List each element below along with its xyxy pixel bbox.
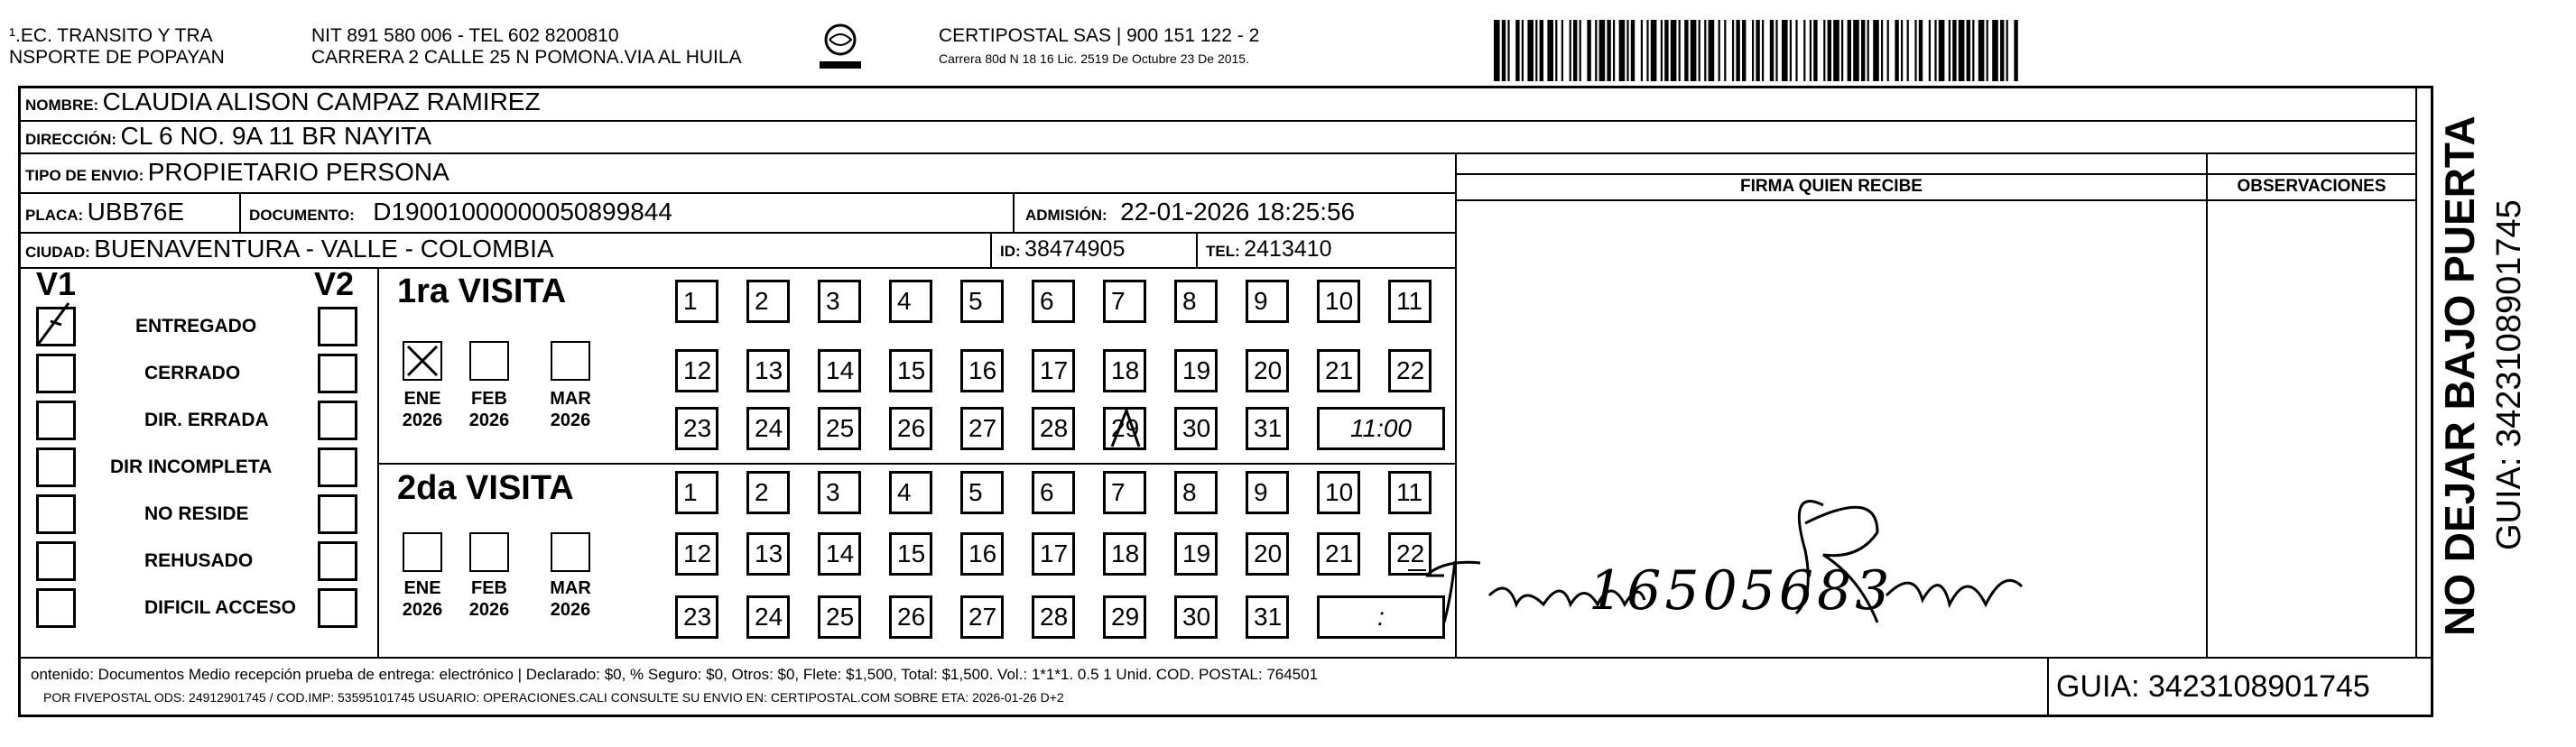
second-month-checkbox[interactable] xyxy=(551,532,590,572)
id-value: 38474905 xyxy=(1024,236,1126,262)
v2-checkbox[interactable] xyxy=(318,401,357,440)
footer-contents-line: ontenido: Documentos Medio recepción prueba de entrega: electrónico | Declarado: $0, % Seguro: $0, Otros: $0, Flete: $1,500, Total: $1,500. Vol.: 1*1*1. 0.5 1 Unid. COD. POSTAL: 764501 xyxy=(31,666,1319,683)
first-day-box[interactable]: 21 xyxy=(1317,349,1360,392)
document-label: DOCUMENTO: xyxy=(249,207,355,224)
second-day-box[interactable]: 15 xyxy=(889,532,932,576)
footer-tracking-line: POR FIVEPOSTAL ODS: 24912901745 / COD.IMP: 53595101745 USUARIO: OPERACIONES.CALI CONSULTE SU ENVIO EN: CERTIPOSTAL.COM SOBRE ETA: 2026-01-26 D+2 xyxy=(43,690,1064,705)
admission-value: 22-01-2026 18:25:56 xyxy=(1120,198,1356,226)
nit-phone: NIT 891 580 006 - TEL 602 8200810 xyxy=(311,25,619,46)
second-visit-title: 2da VISITA xyxy=(397,469,574,507)
id-label: ID: xyxy=(1000,243,1021,260)
first-time-box[interactable]: 11:00 xyxy=(1317,407,1445,450)
first-day-box[interactable]: 16 xyxy=(960,349,1004,392)
second-day-box[interactable]: 5 xyxy=(960,471,1004,514)
city-field xyxy=(25,234,554,269)
tel-label: TEL: xyxy=(1206,243,1240,260)
second-year-label: 2026 xyxy=(402,600,443,620)
name-value: CLAUDIA ALISON CAMPAZ RAMIREZ xyxy=(102,88,541,115)
first-month-checkbox[interactable] xyxy=(551,341,590,381)
second-day-box[interactable]: 12 xyxy=(675,532,718,576)
document-field xyxy=(249,197,672,232)
second-day-box[interactable]: 9 xyxy=(1246,471,1289,514)
v1-checkbox[interactable] xyxy=(36,588,76,628)
first-day-box[interactable]: 7 xyxy=(1103,280,1146,323)
v2-checkbox[interactable] xyxy=(318,541,357,581)
first-month-checkbox[interactable] xyxy=(403,341,442,381)
second-time-box[interactable]: : xyxy=(1317,595,1445,639)
status-label: ENTREGADO xyxy=(135,316,257,337)
status-label: REHUSADO xyxy=(144,550,254,571)
v2-label: V2 xyxy=(314,265,355,302)
second-day-box[interactable]: 18 xyxy=(1103,532,1146,576)
address-field xyxy=(25,121,431,156)
second-day-box[interactable]: 23 xyxy=(675,595,718,639)
second-day-box[interactable]: 22 xyxy=(1388,532,1432,576)
v1-checkbox[interactable] xyxy=(36,494,76,534)
x-mark-icon xyxy=(404,343,440,379)
first-day-box[interactable]: 19 xyxy=(1174,349,1218,392)
first-day-box[interactable]: 27 xyxy=(960,407,1004,450)
second-day-box[interactable]: 25 xyxy=(818,595,861,639)
courier-name: CERTIPOSTAL SAS | 900 151 122 - 2 xyxy=(939,25,1260,46)
signature-id-number: 16505683 xyxy=(1589,559,1894,622)
plate-label: PLACA: xyxy=(25,207,84,224)
second-day-box[interactable]: 10 xyxy=(1317,471,1360,514)
first-day-box[interactable]: 1 xyxy=(675,280,718,323)
first-day-box[interactable]: 15 xyxy=(889,349,932,392)
first-day-box[interactable]: 11 xyxy=(1388,280,1432,323)
first-year-label: 2026 xyxy=(402,410,443,430)
first-year-label: 2026 xyxy=(550,410,591,430)
v2-checkbox[interactable] xyxy=(318,307,357,346)
second-day-box[interactable]: 26 xyxy=(889,595,932,639)
first-month-label: MAR xyxy=(550,389,591,409)
first-day-box[interactable]: 17 xyxy=(1032,349,1075,392)
second-day-box[interactable]: 7 xyxy=(1103,471,1146,514)
second-day-box[interactable]: 1 xyxy=(675,471,718,514)
first-day-box[interactable]: 8 xyxy=(1174,280,1218,323)
second-month-label: ENE xyxy=(403,578,441,598)
signature-header: FIRMA QUIEN RECIBE xyxy=(1740,177,1923,196)
admission-label: ADMISIÓN: xyxy=(1025,207,1107,224)
v2-checkbox[interactable] xyxy=(318,494,357,534)
first-day-box[interactable]: 23 xyxy=(675,407,718,450)
second-year-label: 2026 xyxy=(468,600,510,620)
first-day-box[interactable]: 24 xyxy=(746,407,790,450)
second-day-box[interactable]: 4 xyxy=(889,471,932,514)
first-day-box[interactable]: 12 xyxy=(675,349,718,392)
second-day-box[interactable]: 27 xyxy=(960,595,1004,639)
second-month-label: MAR xyxy=(550,578,591,598)
plate-field xyxy=(25,197,184,232)
second-day-box[interactable]: 16 xyxy=(960,532,1004,576)
second-month-checkbox[interactable] xyxy=(403,532,442,572)
tel-value: 2413410 xyxy=(1244,236,1332,262)
second-day-box[interactable]: 3 xyxy=(818,471,861,514)
first-day-box[interactable]: 28 xyxy=(1032,407,1075,450)
first-day-box[interactable]: 9 xyxy=(1246,280,1289,323)
second-day-box[interactable]: 29 xyxy=(1103,595,1146,639)
company-name-line1: ¹.EC. TRANSITO Y TRA xyxy=(9,25,213,46)
first-day-box[interactable]: 6 xyxy=(1032,280,1075,323)
company-address: CARRERA 2 CALLE 25 N POMONA.VIA AL HUILA xyxy=(311,47,742,68)
second-day-box[interactable]: 11 xyxy=(1388,471,1432,514)
courier-license: Carrera 80d N 18 16 Lic. 2519 De Octubre 23 De 2015. xyxy=(939,51,1249,66)
observations-header: OBSERVACIONES xyxy=(2237,177,2386,196)
status-label: CERRADO xyxy=(144,363,241,383)
name-label: NOMBRE: xyxy=(25,97,99,114)
first-day-box[interactable]: 14 xyxy=(818,349,861,392)
no-leave-under-door-warning: NO DEJAR BAJO PUERTA xyxy=(2436,115,2483,636)
first-day-box[interactable]: 4 xyxy=(889,280,932,323)
id-field xyxy=(1000,234,1125,268)
document-value: D19001000000050899844 xyxy=(373,198,672,226)
second-day-box[interactable]: 14 xyxy=(818,532,861,576)
first-day-box[interactable]: 25 xyxy=(818,407,861,450)
admission-field xyxy=(1025,197,1355,232)
first-day-box[interactable]: 22 xyxy=(1388,349,1432,392)
status-label: DIFICIL ACCESO xyxy=(144,597,297,618)
second-day-box[interactable]: 2 xyxy=(746,471,790,514)
v1-checkbox[interactable] xyxy=(36,401,76,440)
v1-checkbox[interactable] xyxy=(36,541,76,581)
first-month-label: ENE xyxy=(403,389,441,409)
tel-field xyxy=(1206,234,1332,268)
first-day-box[interactable]: 20 xyxy=(1246,349,1289,392)
first-visit-title: 1ra VISITA xyxy=(397,272,567,310)
second-day-box[interactable]: 20 xyxy=(1246,532,1289,576)
v2-checkbox[interactable] xyxy=(318,447,357,487)
type-label: TIPO DE ENVIO: xyxy=(25,167,144,184)
checkmark-icon xyxy=(32,294,87,348)
status-label: DIR INCOMPLETA xyxy=(110,456,273,477)
first-day-box[interactable]: 10 xyxy=(1317,280,1360,323)
second-day-box[interactable]: 24 xyxy=(746,595,790,639)
second-day-box[interactable]: 13 xyxy=(746,532,790,576)
first-day-box[interactable]: 29 xyxy=(1103,407,1146,450)
status-label: NO RESIDE xyxy=(144,503,249,524)
first-day-box[interactable]: 13 xyxy=(746,349,790,392)
courier-logo xyxy=(818,20,863,76)
first-year-label: 2026 xyxy=(468,410,510,430)
second-day-box[interactable]: 6 xyxy=(1032,471,1075,514)
v1-checkbox[interactable] xyxy=(36,447,76,487)
day-mark-icon xyxy=(1103,407,1148,452)
v1-label: V1 xyxy=(36,265,77,302)
second-day-box[interactable]: 8 xyxy=(1174,471,1218,514)
city-label: CIUDAD: xyxy=(25,244,90,261)
type-value: PROPIETARIO PERSONA xyxy=(147,158,449,186)
first-day-box[interactable]: 2 xyxy=(746,280,790,323)
second-day-box[interactable]: 30 xyxy=(1174,595,1218,639)
plate-value: UBB76E xyxy=(87,198,185,226)
address-value: CL 6 NO. 9A 11 BR NAYITA xyxy=(120,122,431,150)
first-day-box[interactable]: 26 xyxy=(889,407,932,450)
first-month-checkbox[interactable] xyxy=(469,341,509,381)
first-day-box[interactable]: 31 xyxy=(1246,407,1289,450)
side-guide-number: GUIA: 3423108901745 xyxy=(2490,199,2528,550)
first-day-box[interactable]: 18 xyxy=(1103,349,1146,392)
second-day-box[interactable]: 19 xyxy=(1174,532,1218,576)
second-day-box[interactable]: 28 xyxy=(1032,595,1075,639)
second-day-box[interactable]: 21 xyxy=(1317,532,1360,576)
first-day-box[interactable]: 30 xyxy=(1174,407,1218,450)
first-month-label: FEB xyxy=(471,389,507,409)
second-year-label: 2026 xyxy=(550,600,591,620)
second-month-label: FEB xyxy=(471,578,507,598)
address-label: DIRECCIÓN: xyxy=(25,131,117,148)
second-month-checkbox[interactable] xyxy=(469,532,509,572)
footer-guide-number: GUIA: 3423108901745 xyxy=(2056,669,2370,704)
status-label: DIR. ERRADA xyxy=(144,410,269,430)
first-day-box[interactable]: 3 xyxy=(818,280,861,323)
company-name-line2: NSPORTE DE POPAYAN xyxy=(9,47,225,68)
first-day-box[interactable]: 5 xyxy=(960,280,1004,323)
name-field xyxy=(25,87,541,122)
type-field xyxy=(25,157,449,192)
v2-checkbox[interactable] xyxy=(318,588,357,628)
city-value: BUENAVENTURA - VALLE - COLOMBIA xyxy=(94,235,554,263)
v2-checkbox[interactable] xyxy=(318,354,357,393)
second-day-box[interactable]: 17 xyxy=(1032,532,1075,576)
v1-checkbox[interactable] xyxy=(36,354,76,393)
second-day-box[interactable]: 31 xyxy=(1246,595,1289,639)
barcode xyxy=(1494,20,2243,81)
